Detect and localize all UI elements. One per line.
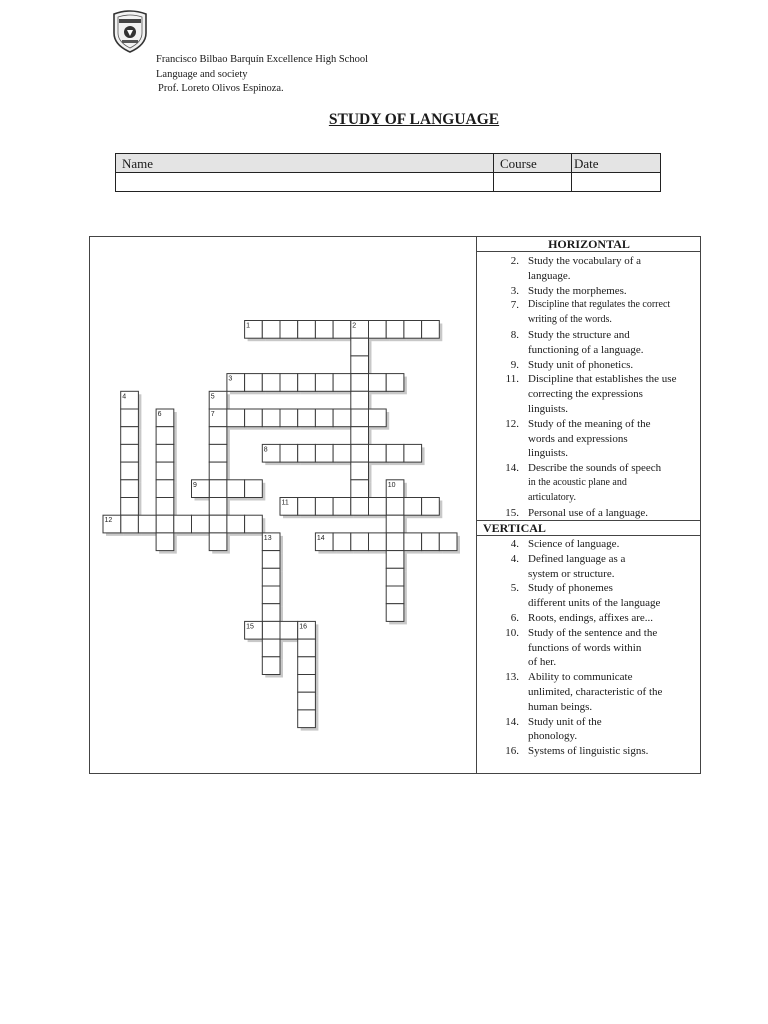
clue-line: Discipline that regulates the correct (528, 299, 671, 311)
date-field[interactable] (571, 172, 661, 192)
crossword-cell[interactable] (404, 444, 422, 462)
crossword-cell[interactable] (262, 586, 280, 604)
crossword-cell[interactable] (156, 533, 174, 551)
crossword-cell[interactable] (369, 374, 387, 392)
clue-text (528, 506, 648, 521)
clue-line: Discipline that establishes the use (528, 373, 677, 386)
clue-number: 12. (505, 417, 519, 430)
crossword-cell[interactable] (121, 515, 139, 533)
crossword-cell[interactable] (121, 480, 139, 498)
crossword-cell[interactable] (227, 409, 245, 427)
clue-number: 14. (505, 462, 519, 475)
crossword-cell[interactable] (280, 621, 298, 639)
crossword-cell[interactable] (298, 409, 316, 427)
clue-line: Personal use of a language. (528, 506, 649, 519)
clue-line: Ability to communicate (528, 671, 633, 684)
cell-number: 7 (210, 411, 215, 418)
clue-line: articulatory. (528, 491, 576, 503)
cell-number: 11 (281, 499, 289, 507)
crossword-cell[interactable] (351, 356, 369, 374)
crossword-cell[interactable] (386, 568, 404, 586)
clue-line: Science of language. (528, 538, 620, 550)
crossword-cell[interactable] (209, 427, 227, 445)
crossword-cell[interactable] (386, 444, 404, 462)
crossword-cell[interactable] (262, 321, 280, 339)
crossword-cell[interactable] (315, 321, 333, 339)
clue-line: linguists. (528, 447, 569, 460)
crossword-cell[interactable] (280, 409, 298, 427)
clue-number: 5. (510, 582, 519, 595)
crossword-cell[interactable] (156, 427, 174, 445)
crossword-cell[interactable] (156, 444, 174, 462)
cell-number: 6 (157, 411, 162, 418)
crossword-cell[interactable] (404, 321, 422, 339)
crossword-cell[interactable] (351, 533, 369, 551)
crossword-cell[interactable] (192, 515, 210, 533)
crossword-cell[interactable] (262, 604, 280, 622)
clue-text (528, 670, 662, 714)
crossword-cell[interactable] (351, 427, 369, 445)
cell-number: 13 (263, 534, 272, 542)
crossword-cell[interactable] (333, 498, 351, 516)
crossword-cell[interactable] (386, 515, 404, 533)
clue-text (528, 744, 648, 759)
crossword-cell[interactable] (262, 657, 280, 675)
clue-line: system or structure. (528, 567, 615, 580)
crossword-cell[interactable] (351, 409, 369, 427)
crossword-cell[interactable] (298, 657, 316, 675)
clue-text (528, 358, 633, 373)
clue-line: Roots, endings, affixes are... (528, 612, 654, 624)
clue-line: functions of words within (528, 641, 642, 654)
cell-number: 9 (193, 481, 197, 489)
clue-line: words and expressions (528, 432, 628, 445)
crossword-cell[interactable] (298, 675, 316, 693)
crossword-cell[interactable] (227, 515, 245, 533)
clue-line: Systems of linguistic signs. (528, 745, 649, 758)
crossword-cell[interactable] (156, 515, 174, 533)
crossword-cell[interactable] (298, 444, 316, 462)
horizontal-heading: HORIZONTAL (477, 237, 701, 252)
clue-text (528, 284, 627, 299)
crossword-cell[interactable] (262, 551, 280, 569)
subject-name: Language and society (156, 68, 248, 80)
clue-number: 8. (510, 329, 519, 341)
crossword-cell[interactable] (121, 409, 139, 427)
crossword-cell[interactable] (209, 462, 227, 480)
clue-text (528, 372, 676, 416)
crossword-cell[interactable] (262, 568, 280, 586)
clue-line: phonology. (528, 730, 578, 743)
clue-line: human beings. (528, 700, 593, 713)
crossword-cell[interactable] (422, 533, 440, 551)
clue-line: linguists. (528, 402, 569, 415)
clue-number: 14. (505, 715, 519, 728)
clue-number: 15. (505, 506, 519, 519)
crossword-cell[interactable] (245, 409, 263, 427)
crossword-cell[interactable] (315, 409, 333, 427)
clue-line: Study of phonemes (528, 582, 613, 595)
crossword-cell[interactable] (439, 533, 457, 551)
crossword-cell[interactable] (351, 444, 369, 462)
clue-line: different units of the language (528, 597, 661, 610)
clue-text (528, 715, 602, 745)
clue-text (528, 611, 653, 626)
crossword-cell[interactable] (351, 498, 369, 516)
crossword-cell[interactable] (369, 498, 387, 516)
cell-number: 4 (122, 393, 127, 401)
crossword-cell[interactable] (280, 374, 298, 392)
crossword-cell[interactable] (404, 498, 422, 516)
clue-line: functioning of a language. (528, 343, 644, 356)
crossword-cell[interactable] (209, 533, 227, 551)
cell-number: 2 (352, 322, 357, 330)
clue-line: Study unit of phonetics. (528, 358, 634, 371)
clue-number: 3. (510, 284, 519, 297)
crossword-cell[interactable] (315, 374, 333, 392)
school-header (156, 53, 368, 97)
clue-line: Study unit of the (528, 715, 602, 728)
crossword-cell[interactable] (351, 391, 369, 409)
clue-line: Describe the sounds of speech (528, 462, 662, 475)
crossword-cell[interactable] (333, 444, 351, 462)
clue-text (528, 254, 641, 284)
cell-number: 3 (228, 375, 233, 383)
clue-line: of her. (528, 656, 557, 669)
crossword-cell[interactable] (386, 321, 404, 339)
clue-line: Study the structure and (528, 329, 630, 341)
vertical-heading: VERTICAL (477, 520, 701, 536)
clue-number: 11. (505, 373, 519, 386)
crossword-cell[interactable] (121, 427, 139, 445)
cell-number: 10 (387, 481, 396, 489)
crossword-cell[interactable] (333, 374, 351, 392)
cell-number: 1 (246, 322, 251, 330)
crossword-cell[interactable] (245, 374, 263, 392)
clue-number: 9. (510, 358, 519, 371)
clue-line: Defined language as a (528, 552, 626, 565)
clue-line: Study the vocabulary of a (528, 255, 642, 267)
crossword-cell[interactable] (386, 551, 404, 569)
student-info-table (115, 153, 661, 193)
crossword-cell[interactable] (245, 515, 263, 533)
crossword-cell[interactable] (209, 498, 227, 516)
crossword-cell[interactable] (262, 621, 280, 639)
crossword-cell[interactable] (333, 409, 351, 427)
cell-number: 16 (299, 623, 307, 631)
crossword-cell[interactable] (404, 533, 422, 551)
crossword-cell[interactable] (315, 444, 333, 462)
crossword-cell[interactable] (174, 515, 192, 533)
crossword-cell[interactable] (298, 374, 316, 392)
clue-line: Study of the sentence and the (528, 626, 658, 639)
clue-number: 10. (505, 626, 519, 639)
crossword-cell[interactable] (333, 321, 351, 339)
clue-number: 7. (510, 299, 519, 312)
clues-panel (476, 237, 701, 773)
crossword-cell[interactable] (227, 480, 245, 498)
crossword-cell[interactable] (262, 639, 280, 657)
clue-text (528, 461, 661, 505)
crossword-cell[interactable] (369, 444, 387, 462)
date-header: Date (571, 153, 661, 173)
crossword-cell[interactable] (280, 321, 298, 339)
crossword-cell[interactable] (298, 498, 316, 516)
crossword-cell[interactable] (369, 321, 387, 339)
crossword-cell[interactable] (422, 498, 440, 516)
crossword-cell[interactable] (262, 374, 280, 392)
clue-number: 16. (505, 745, 519, 758)
clue-number: 6. (510, 612, 519, 624)
page-title: STUDY OF LANGUAGE (328, 111, 500, 128)
crossword-grid (90, 237, 476, 773)
name-field[interactable] (115, 172, 494, 192)
crossword-cell[interactable] (386, 533, 404, 551)
crossword-cell[interactable] (156, 480, 174, 498)
crossword-cell[interactable] (351, 338, 369, 356)
grid-cells (103, 321, 457, 728)
clue-text (528, 626, 657, 670)
crossword-cell[interactable] (121, 444, 139, 462)
clue-number: 13. (505, 671, 519, 684)
crossword-cell[interactable] (121, 462, 139, 480)
crossword-cell[interactable] (156, 498, 174, 516)
school-crest-logo (110, 9, 150, 53)
clue-line: in the acoustic plane and (528, 476, 627, 488)
crossword-cell[interactable] (262, 409, 280, 427)
crossword-worksheet (89, 236, 701, 774)
crossword-cell[interactable] (315, 498, 333, 516)
crossword-cell[interactable] (209, 480, 227, 498)
crossword-cell[interactable] (386, 374, 404, 392)
clue-text (528, 552, 625, 582)
crossword-cell[interactable] (298, 639, 316, 657)
cell-number: 5 (210, 393, 215, 401)
clue-number: 2. (510, 255, 519, 267)
clue-text (528, 581, 660, 611)
crossword-cell[interactable] (209, 515, 227, 533)
crossword-cell[interactable] (351, 374, 369, 392)
crossword-cell[interactable] (386, 586, 404, 604)
name-header: Name (115, 153, 494, 173)
clue-line: Study the morphemes. (528, 284, 627, 297)
clue-line: Study of the meaning of the (528, 417, 651, 430)
cell-number: 14 (316, 534, 325, 542)
crossword-cell[interactable] (209, 444, 227, 462)
cell-number: 15 (246, 623, 254, 631)
cell-number: 12 (104, 517, 113, 525)
crossword-cell[interactable] (156, 462, 174, 480)
crossword-cell[interactable] (351, 462, 369, 480)
crossword-cell[interactable] (280, 444, 298, 462)
clue-number: 4. (510, 552, 519, 565)
teacher-name: Prof. Loreto Olivos Espinoza. (158, 83, 284, 94)
crossword-cell[interactable] (245, 480, 263, 498)
clue-text (528, 537, 619, 552)
crossword-cell[interactable] (138, 515, 156, 533)
school-name: Francisco Bilbao Barquín Excellence High School (156, 54, 368, 65)
clue-line: writing of the words. (528, 314, 612, 326)
crossword-cell[interactable] (298, 321, 316, 339)
course-header: Course (493, 153, 572, 173)
cell-number: 8 (263, 446, 268, 454)
clue-text (528, 417, 651, 461)
crossword-cell[interactable] (298, 692, 316, 710)
crossword-cell[interactable] (386, 498, 404, 516)
course-field[interactable] (493, 172, 572, 192)
crossword-cell[interactable] (386, 604, 404, 622)
clue-line: language. (528, 269, 571, 282)
crossword-cell[interactable] (298, 710, 316, 728)
crossword-cell[interactable] (422, 321, 440, 339)
clue-text (528, 298, 670, 328)
crossword-cell[interactable] (351, 480, 369, 498)
crossword-cell[interactable] (369, 409, 387, 427)
crossword-cell[interactable] (369, 533, 387, 551)
clue-line: unlimited, characteristic of the (528, 685, 663, 698)
clue-number: 4. (510, 538, 519, 550)
crossword-cell[interactable] (121, 498, 139, 516)
crossword-cell[interactable] (333, 533, 351, 551)
clue-line: correcting the expressions (528, 388, 643, 401)
clue-text (528, 328, 643, 358)
crossword-puzzle (90, 237, 476, 773)
